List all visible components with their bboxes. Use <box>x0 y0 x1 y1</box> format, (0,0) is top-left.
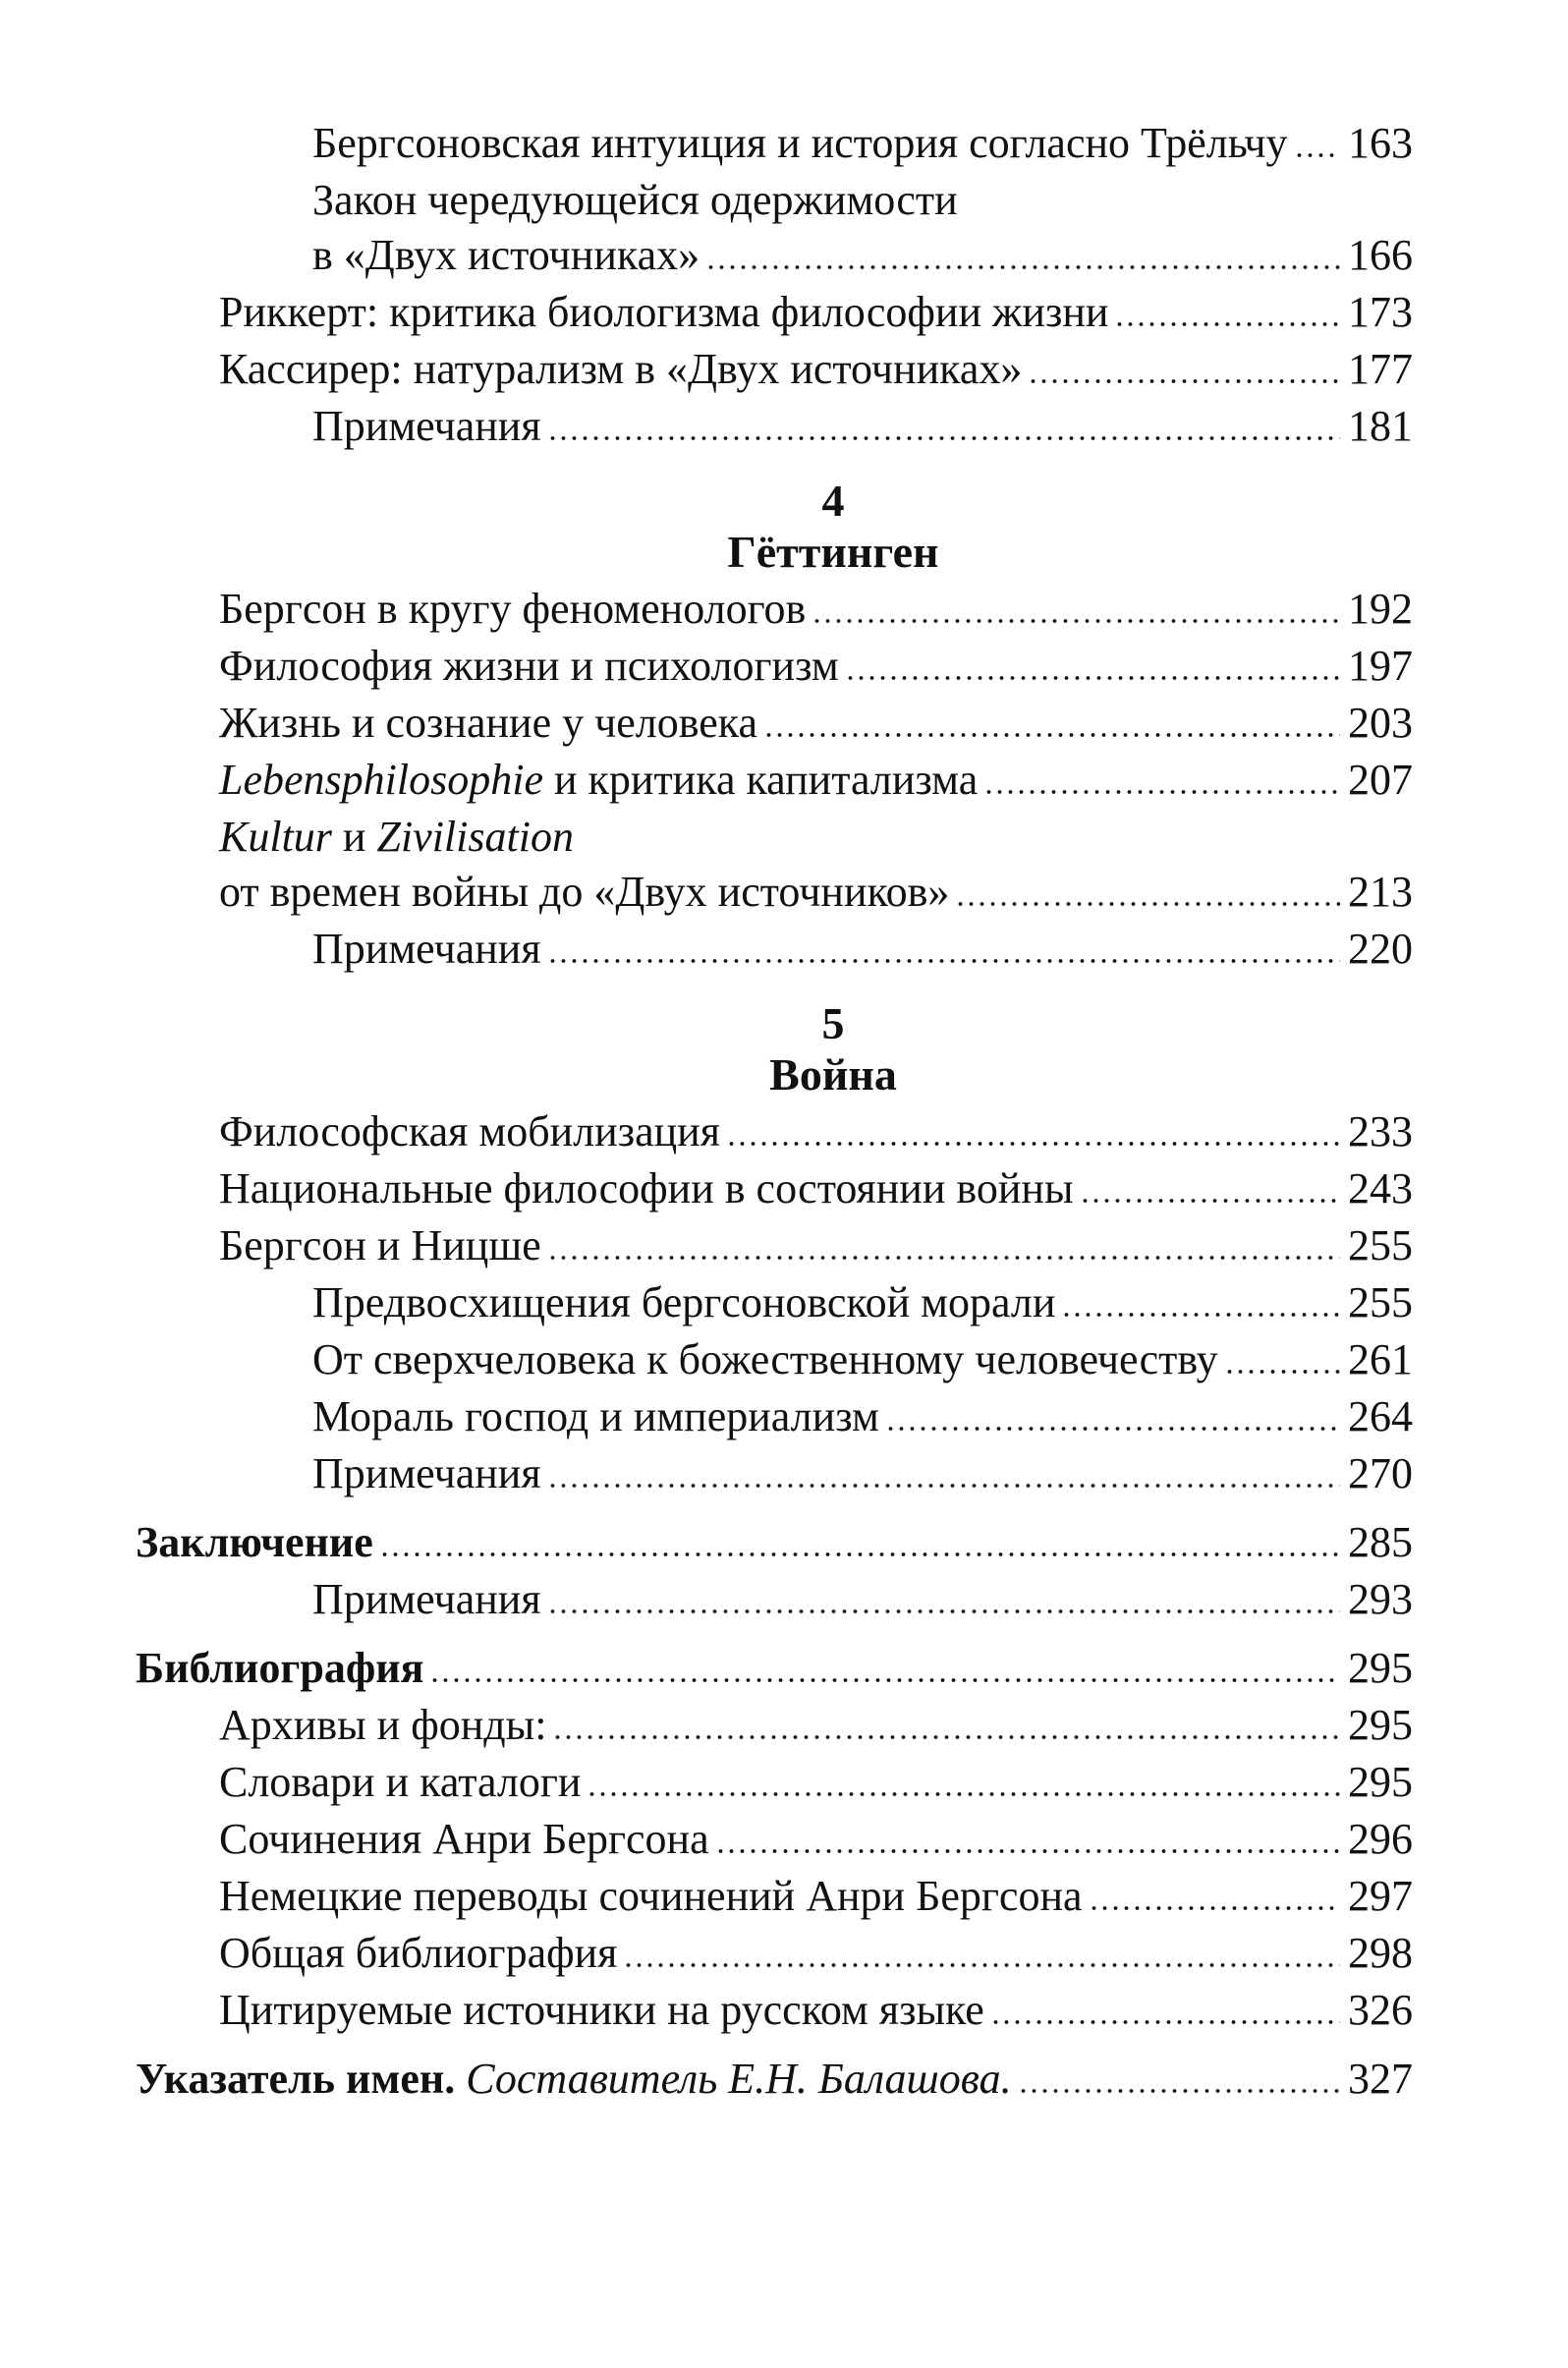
toc-entry-label: Кассирер: натурализм в «Двух источниках» <box>219 345 1023 393</box>
toc-entry <box>136 1218 1413 1273</box>
toc-entry <box>136 1572 1413 1627</box>
toc-entry <box>136 342 1413 397</box>
toc-entry-page: 203 <box>1348 699 1413 747</box>
toc-entry-label: Национальные философии в состоянии войны <box>219 1164 1074 1212</box>
toc-entry <box>136 1389 1413 1444</box>
leader-dots <box>547 1480 1340 1492</box>
toc-entry-section <box>136 1641 1413 1696</box>
toc-entry-label: Риккерт: критика биологизма философии жизни <box>219 288 1109 336</box>
toc-entry-page: 285 <box>1348 1518 1413 1566</box>
leader-dots <box>547 1252 1340 1264</box>
toc-entry <box>136 753 1413 808</box>
toc-entry-label: Мораль господ и империализм <box>312 1392 879 1440</box>
toc-entry-page: 163 <box>1348 119 1413 167</box>
leader-dots <box>379 1549 1340 1560</box>
toc-entry-label-italic: Kultur <box>219 813 332 861</box>
toc-entry-label <box>219 753 978 808</box>
toc-entry <box>136 1275 1413 1330</box>
toc-entry-section <box>136 2052 1413 2107</box>
toc-entry-label: Философская мобилизация <box>219 1107 720 1156</box>
toc-entry-page: 264 <box>1348 1392 1413 1440</box>
leader-dots <box>547 1606 1340 1617</box>
toc-entry-label-bold: Указатель имен. <box>136 2055 456 2103</box>
toc-entry-page: 270 <box>1348 1449 1413 1497</box>
toc-entry <box>136 285 1413 340</box>
toc-entry-label: Примечания <box>312 402 541 450</box>
toc-entry-label: Примечания <box>312 1449 541 1497</box>
leader-dots <box>552 1731 1340 1743</box>
toc-entry-label: Примечания <box>312 1575 541 1623</box>
toc-entry <box>136 865 1413 920</box>
leader-dots <box>990 2016 1340 2028</box>
leader-dots <box>547 432 1340 444</box>
leader-dots <box>1294 149 1340 161</box>
toc-entry-label: Цитируемые источники на русском языке <box>219 1986 984 2034</box>
toc-entry-label-italic: Составитель Е.Н. Балашова. <box>455 2055 1012 2103</box>
toc-entry-label: Бергсон в кругу феноменологов <box>219 585 807 633</box>
leader-dots <box>705 261 1340 273</box>
toc-entry-page: 296 <box>1348 1815 1413 1863</box>
leader-dots <box>623 1959 1340 1971</box>
toc-entry-page: 173 <box>1348 288 1413 336</box>
leader-dots <box>1018 2085 1340 2097</box>
toc-entry-label: Заключение <box>136 1518 373 1566</box>
toc-entry-page: 298 <box>1348 1929 1413 1977</box>
toc-entry <box>136 582 1413 637</box>
toc-entry <box>136 1812 1413 1867</box>
leader-dots <box>1028 375 1340 387</box>
chapter-title: Гёттинген <box>727 527 939 577</box>
toc-entry-label: От сверхчеловека к божественному человечеству <box>312 1335 1218 1383</box>
toc-entry-label-rest: и критика капитализма <box>542 756 979 804</box>
toc-entry <box>136 1983 1413 2038</box>
toc-entry-page: 207 <box>1348 756 1413 804</box>
leader-dots <box>812 615 1340 627</box>
leader-dots <box>1080 1195 1340 1207</box>
toc-entry <box>136 116 1413 171</box>
toc-entry <box>136 1698 1413 1753</box>
leader-dots <box>547 955 1340 967</box>
toc-entry-page: 295 <box>1348 1701 1413 1749</box>
toc-entry-label: Бергсоновская интуиция и история согласно Трёльчу <box>312 119 1288 167</box>
toc-entry-page: 243 <box>1348 1164 1413 1212</box>
toc-entry-label-italic: Zivilisation <box>376 813 574 861</box>
toc-entry-page: 297 <box>1348 1872 1413 1920</box>
leader-dots <box>983 786 1340 798</box>
toc-entry-page: 326 <box>1348 1986 1413 2034</box>
chapter-number: 5 <box>821 998 845 1048</box>
toc-entry-label: Немецкие переводы сочинений Анри Бергсона <box>219 1872 1083 1920</box>
toc-entry-label <box>136 2052 1012 2107</box>
toc-entry-label: Примечания <box>312 925 541 973</box>
leader-dots <box>587 1788 1340 1800</box>
toc-entry-page: 261 <box>1348 1335 1413 1383</box>
leader-dots <box>1089 1902 1340 1914</box>
toc-entry-label-italic: Lebensphilosophie <box>219 756 543 804</box>
toc-entry-page: 220 <box>1348 925 1413 973</box>
toc-entry-page: 293 <box>1348 1575 1413 1623</box>
table-of-contents <box>136 116 1413 2107</box>
leader-dots <box>429 1674 1340 1686</box>
toc-entry <box>136 1755 1413 1810</box>
toc-entry <box>136 696 1413 751</box>
leader-dots <box>726 1138 1340 1150</box>
toc-entry <box>136 1104 1413 1159</box>
chapter-number: 4 <box>821 476 845 526</box>
toc-entry <box>136 399 1413 454</box>
toc-entry-page: 177 <box>1348 345 1413 393</box>
toc-entry-page: 213 <box>1348 868 1413 916</box>
toc-entry <box>136 1869 1413 1924</box>
toc-entry-label-line1: Закон чередующейся одержимости <box>312 176 958 224</box>
toc-entry-page: 181 <box>1348 402 1413 450</box>
leader-dots <box>955 898 1340 910</box>
toc-entry-label: от времен войны до «Двух источников» <box>219 868 950 916</box>
toc-entry-label: в «Двух источниках» <box>312 231 700 279</box>
toc-entry-page: 295 <box>1348 1758 1413 1806</box>
toc-entry-page: 255 <box>1348 1278 1413 1326</box>
leader-dots <box>845 672 1340 684</box>
toc-entry <box>136 1446 1413 1501</box>
toc-entry-page: 327 <box>1348 2055 1413 2103</box>
toc-entry-label: Словари и каталоги <box>219 1758 582 1806</box>
toc-entry-page: 233 <box>1348 1107 1413 1156</box>
leader-dots <box>1061 1309 1340 1321</box>
toc-entry-page: 295 <box>1348 1644 1413 1692</box>
leader-dots <box>763 729 1340 741</box>
leader-dots <box>1224 1366 1340 1378</box>
leader-dots <box>1114 318 1340 330</box>
toc-entry-label: Библиография <box>136 1644 424 1692</box>
toc-entry-label: Общая библиография <box>219 1929 618 1977</box>
toc-entry-label-conj: и <box>331 813 377 861</box>
leader-dots <box>885 1423 1340 1435</box>
toc-entry-page: 255 <box>1348 1221 1413 1269</box>
toc-entry-label: Архивы и фонды: <box>219 1701 547 1749</box>
toc-entry-label: Жизнь и сознание у человека <box>219 699 758 747</box>
toc-entry <box>136 1926 1413 1981</box>
toc-entry-label: Предвосхищения бергсоновской морали <box>312 1278 1056 1326</box>
toc-entry-page: 166 <box>1348 231 1413 279</box>
toc-entry-page: 197 <box>1348 642 1413 690</box>
chapter-title: Война <box>769 1049 897 1099</box>
toc-entry <box>136 1332 1413 1387</box>
toc-entry-label: Бергсон и Ницше <box>219 1221 541 1269</box>
toc-entry <box>136 922 1413 977</box>
toc-entry-label: Философия жизни и психологизм <box>219 642 839 690</box>
toc-entry <box>136 1161 1413 1216</box>
toc-entry-label-line1 <box>136 810 1413 865</box>
toc-entry-page: 192 <box>1348 585 1413 633</box>
leader-dots <box>715 1845 1340 1857</box>
toc-entry <box>136 228 1413 283</box>
toc-entry <box>136 639 1413 694</box>
toc-entry-label: Сочинения Анри Бергсона <box>219 1815 709 1863</box>
toc-entry-section <box>136 1515 1413 1570</box>
